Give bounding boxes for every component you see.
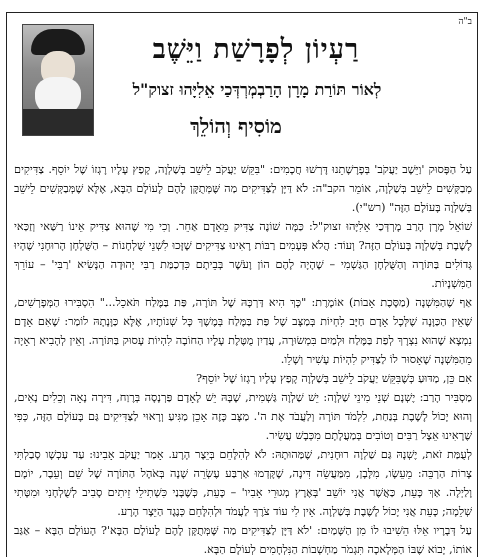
paragraph: עַל דְּבָרָיו אֵלּוּ הֵשִׁיבוּ לוֹ מִן הַשָּׁמַיִם: 'לֹא דַּיָּן לַצַּדִּיקִים מַה שֶּׁמְּתֻקָּן לָהֶם לָעוֹלָם הַבָּא'? הָעוֹלָם הַבָּא – אַגַּב אוֹתוֹ, יָבוֹא שֶׁבּוֹ הַמְּלָאכָה תִּגְמֹר מַחְשְׁבוֹת הַנִּלְחָמִים לְעוֹלָם הַבָּא. xyxy=(14,524,472,556)
paragraph: עַל הַפָּסוּק 'וַיֵּשֶׁב יַעֲקֹב' בְּפָרָשָׁתֵנוּ דָּרְשׁוּ חֲכָמִים: "בִּקֵּשׁ יַעֲקֹב לֵישֵׁב בְּשַׁלְוָה, קָפַץ עָלָיו רָגְזוֹ שֶׁל יוֹסֵף. צַדִּיקִים מְבַקְּשִׁים לֵישֵׁב בְּשַׁלְוָה, אוֹמֵר הקב"ה: לֹא דַּיָּן לַצַּדִּיקִים מַה שֶּׁמְּתֻקָּן לָהֶם לָעוֹלָם הַבָּא, אֶלָּא שֶׁמְּבַקְּשִׁים לֵישֵׁב בְּשַׁלְוָה בָּעוֹלָם הַזֶּה" (רש"י). xyxy=(14,163,472,214)
corner-mark: ב"ה xyxy=(458,17,472,27)
page-title: רַעְיוֹן לְפָרָשַׁת וַיֵּשֶׁב xyxy=(152,34,360,65)
page-subtitle: לְאוֹר תּוֹרַת מָרָן הָרַבְמְרְדְּכַי אֵלִיָּהוּ זצוק"ל xyxy=(132,80,382,99)
paragraph: אִם כֵּן, מַדּוּעַ כְּשֶׁבִּקֵּשׁ יַעֲקֹב לֵישֵׁב בְּשַׁלְוָה קָפַץ עָלָיו רָגְזוֹ שֶׁל יוֹסֵף? xyxy=(196,372,472,385)
paragraph: שׁוֹאֵל מָרָן הָרַב מָרְדְּכַי אֵלִיָּהוּ זצוק"ל: כַּמָּה שׁוֹנֶה צַדִּיק מֵאָדָם אַחֵר. וְכִי מִי שֶׁהוּא צַדִּיק אֵינוֹ רַשַּׁאי וְזַכַּאי לָשֶׁבֶת בְּשַׁלְוָה בָּעוֹלָם הַזֶּה? וְעוֹד: הֲלֹא פְּעָמִים רַבּוֹת רָאִינוּ צַדִּיקִים שֶׁזָּכוּ לִשְׁנֵי שֻׁלְחָנוֹת – הַשֻּׁלְחָן הָרוּחָנִי שֶׁהָיוּ גְּדוֹלִים בַּתּוֹרָה וְהַשֻּׁלְחָן הַגַּשְׁמִי – שֶׁהָיָה לָהֶם הוֹן וָעֹשֶׁר בְּבֵיתָם כִּדְכַמַּת רַבִּי יְהוּדָה הַנָּשִׂיא 'רַבִּי' – עוֹרֵךְ הַמִּשְׁנָיוֹת. xyxy=(14,220,472,290)
rabbi-portrait xyxy=(22,24,94,136)
section-heading: מוֹסִיף וְהוֹלֵךְ xyxy=(190,114,282,138)
paragraph: לְעֻמַּת זֹאת, יֶשְׁנָהּ גַּם שַׁלְוָה רוּחָנִית, שֶׁמַּהוּתָהּ: לֹא לְהִלָּחֵם בְּיֵצֶר הָרָע. אָמַר יַעֲקֹב אָבִינוּ: עַד עַכְשָׁו סָבַלְתִּי צָרוֹת הַרְבֵּה: מֵעֵשָׂו, מִלָּבָן, מִמַּעֲשֵׂה דִּינָה, שֶׁקָּדְמוּ אַרְבַּע עֶשְׂרֵה שָׁנָה בְּאֹהֶל הַתּוֹרָה שֶׁל שֵׁם וְעֵבֶר, יוֹמָם וָלַיְלָה. אַךְ כָּעֵת, כַּאֲשֶׁר אֲנִי יוֹשֵׁב 'בְּאֶרֶץ מְגוּרֵי אָבִיו' – כָּעֵת, כְּשֶׁבָּנַי כִּשְׁתִילֵי זֵיתִים סָבִיב לְשֻׁלְחָנִי וּמִטָּתִי שְׁלֵמָה; כָּעֵת אֲנִי יָכוֹל לָשֶׁבֶת בְּשַׁלְוָה. אֵין לִי עוֹד צֹרֶךְ לַעֲמֹד וּלְהִלָּחֵם כְּנֶגֶד הַיֵּצֶר הָרָע. xyxy=(14,448,472,518)
portrait-robe xyxy=(23,109,93,136)
paragraph: אַף שֶׁהַמִּשְׁנָה (מַסֶּכֶת אָבוֹת) אוֹמֶרֶת: "כָּךְ הִיא דַּרְכָּהּ שֶׁל תּוֹרָה, פַּת בַּמֶּלַח תֹּאכֵל..." הִסְבִּירוּ הַמְּפָרְשִׁים, שֶׁאֵין הַכַּוָּנָה שֶׁלְּכָל אָדָם חַיָּב לִחְיוֹת בְּמַצָּב שֶׁל פַּת בַּמֶּלַח בְּמֶשֶׁךְ כָּל שְׁנוֹתָיו, אֶלָּא כַּוָּנָתָהּ לוֹמַר: שֶׁאִם אָדָם נִמְצָא שֶׁהוּא נִצְרָךְ לְפַת בַּמֶּלַח וּלְמַיִם בִּמְשׂוּרָה, עֲדַיִן מֻטֶּלֶת עָלָיו הַחוֹבָה לִהְיוֹת עָסוּק בַּתּוֹרָה. וְאֵין לְהָבִיא רְאָיָה מֵהַמִּשְׁנָה שֶׁאָסוּר לוֹ לַצַּדִּיק לִהְיוֹת עָשִׁיר וְשָׁלֵו. xyxy=(14,296,472,366)
paragraph: מַסְבִּיר הָרַב: יֶשְׁנָם שְׁנֵי מִינֵי שַׁלְוָה: יֵשׁ שַׁלְוָה גַּשְׁמִית, שֶׁבָּהּ יֵשׁ לָאָדָם פַּרְנָסָה בְּרֶוַח, דִּירָה נָאָה וְכֵלִים נָאִים, וְהוּא יָכוֹל לָשֶׁבֶת בְּנַחַת, לִלְמֹד תּוֹרָה וְלַעֲבֹד אֶת ה'. מַצָּב כָּזֶה אָכֵן מַגִּיעַ וְרָאוּי לַצַּדִּיקִים גַּם בָּעוֹלָם הַזֶּה, כְּפִי שֶׁרָאִינוּ אֵצֶל רַבִּים וְטוֹבִים בְּמַעֲלָתָם מִכְּבָשׁ עֲשִׂיר. xyxy=(14,391,472,442)
article-body xyxy=(14,160,472,559)
